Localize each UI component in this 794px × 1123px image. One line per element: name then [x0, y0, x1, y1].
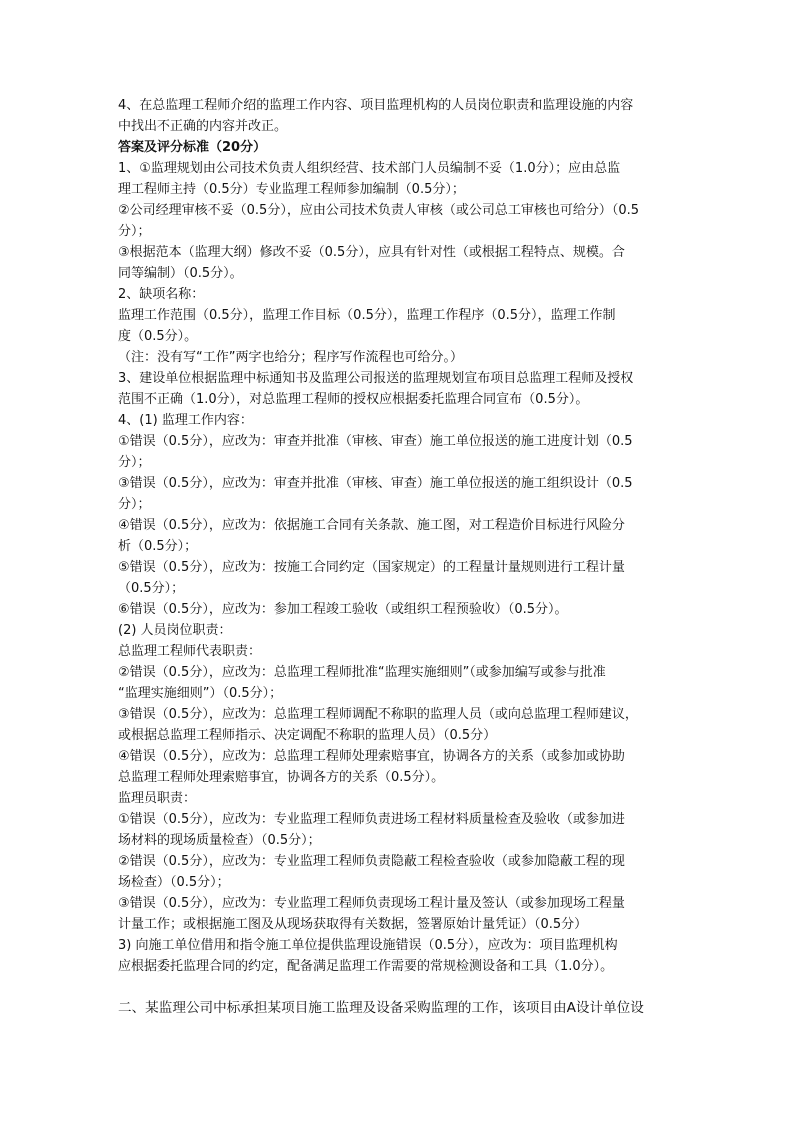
text-line: ①错误（0.5分），应改为：专业监理工程师负责进场工程材料质量检查及验收（或参加进 [118, 812, 625, 827]
text-line: 度（0.5分）。 [118, 329, 198, 344]
text-line: 分）； [118, 224, 151, 239]
text-line: ③根据范本（监理大纲）修改不妥（0.5分），应具有针对性（或根据工程特点、规模。合 [118, 245, 625, 260]
paragraph-gap [118, 977, 684, 998]
text-line: 中找出不正确的内容并改正。 [118, 119, 288, 134]
text-line: ②错误（0.5分），应改为：总监理工程师批准“监理实施细则”（或参加编写或参与批准 [118, 665, 606, 680]
note-line: （注：没有写“工作”两字也给分；程序写作流程也可给分。） [118, 350, 463, 365]
text-line: 应根据委托监理合同的约定，配备满足监理工作需要的常规检测设备和工具（1.0分）。 [118, 959, 614, 974]
text-line: 分）； [118, 455, 151, 470]
text-line: ⑥错误（0.5分），应改为：参加工程竣工验收（或组织工程预验收）（0.5分）。 [118, 602, 568, 617]
text-line: 理工程师主持（0.5分）专业监理工程师参加编制（0.5分）； [118, 182, 465, 197]
text-line: ③错误（0.5分），应改为：总监理工程师调配不称职的监理人员（或向总监理工程师建议， [118, 707, 638, 722]
text-line: 总监理工程师处理索赔事宜，协调各方的关系（0.5分）。 [118, 770, 445, 785]
section-two-line: 二、某监理公司中标承担某项目施工监理及设备采购监理的工作，该项目由A设计单位设 [118, 1000, 644, 1016]
text-line: 监理工作范围（0.5分），监理工作目标（0.5分），监理工作程序（0.5分），监理工作制 [118, 308, 616, 323]
text-line: 场检查）（0.5分）； [118, 875, 230, 890]
text-line: 1、①监理规划由公司技术负责人组织经营、技术部门人员编制不妥（1.0分）；应由总监 [118, 161, 621, 176]
text-line: ②公司经理审核不妥（0.5分），应由公司技术负责人审核（或公司总工审核也可给分）（0.5 [118, 203, 640, 218]
text-line: ⑤错误（0.5分），应改为：按施工合同约定（国家规定）的工程量计量规则进行工程计量 [118, 560, 625, 575]
text-line: ④错误（0.5分），应改为：总监理工程师处理索赔事宜，协调各方的关系（或参加或协助 [118, 749, 625, 764]
text-line: “监理实施细则”）（0.5分）； [118, 686, 283, 701]
text-line: 析（0.5分）； [118, 539, 198, 554]
text-line: 范围不正确（1.0分），对总监理工程师的授权应根据委托监理合同宣布（0.5分）。 [118, 392, 589, 407]
text-line: ③错误（0.5分），应改为：审查并批准（审核、审查）施工单位报送的施工组织设计（0.5 [118, 476, 633, 491]
text-line: ④错误（0.5分），应改为：依据施工合同有关条款、施工图，对工程造价目标进行风险分 [118, 518, 625, 533]
text-line: 同等编制）（0.5分）。 [118, 266, 243, 281]
text-line: 计量工作；或根据施工图及从现场获取得有关数据，签署原始计量凭证）（0.5分） [118, 917, 588, 932]
text-line: 或根据总监理工程师指示、决定调配不称职的监理人员）（0.5分） [118, 728, 497, 743]
text-line: （0.5分）； [118, 581, 185, 596]
text-line: 监理员职责： [118, 791, 197, 806]
text-line: 分）； [118, 497, 151, 512]
text-line: 3、建设单位根据监理中标通知书及监理公司报送的监理规划宣布项目总监理工程师及授权 [118, 371, 634, 386]
text-line: 场材料的现场质量检查）（0.5分）； [118, 833, 321, 848]
text-line: ①错误（0.5分），应改为：审查并批准（审核、审查）施工单位报送的施工进度计划（0.5 [118, 434, 633, 449]
text-line: 总监理工程师代表职责： [118, 644, 262, 659]
text-line: 4、(1) 监理工作内容： [118, 413, 253, 428]
text-line: (2) 人员岗位职责： [118, 623, 232, 638]
answer-heading: 答案及评分标准（20分） [118, 140, 267, 155]
text-line: 4、在总监理工程师介绍的监理工作内容、项目监理机构的人员岗位职责和监理设施的内容 [118, 98, 634, 113]
text-line: 3) 向施工单位借用和指令施工单位提供监理设施错误（0.5分），应改为：项目监理机构 [118, 938, 618, 953]
text-line: 2、缺项名称： [118, 287, 205, 302]
text-line: ②错误（0.5分），应改为：专业监理工程师负责隐蔽工程检查验收（或参加隐蔽工程的现 [118, 854, 625, 869]
document-body [118, 95, 684, 1019]
text-line: ③错误（0.5分），应改为：专业监理工程师负责现场工程计量及签认（或参加现场工程量 [118, 896, 625, 911]
